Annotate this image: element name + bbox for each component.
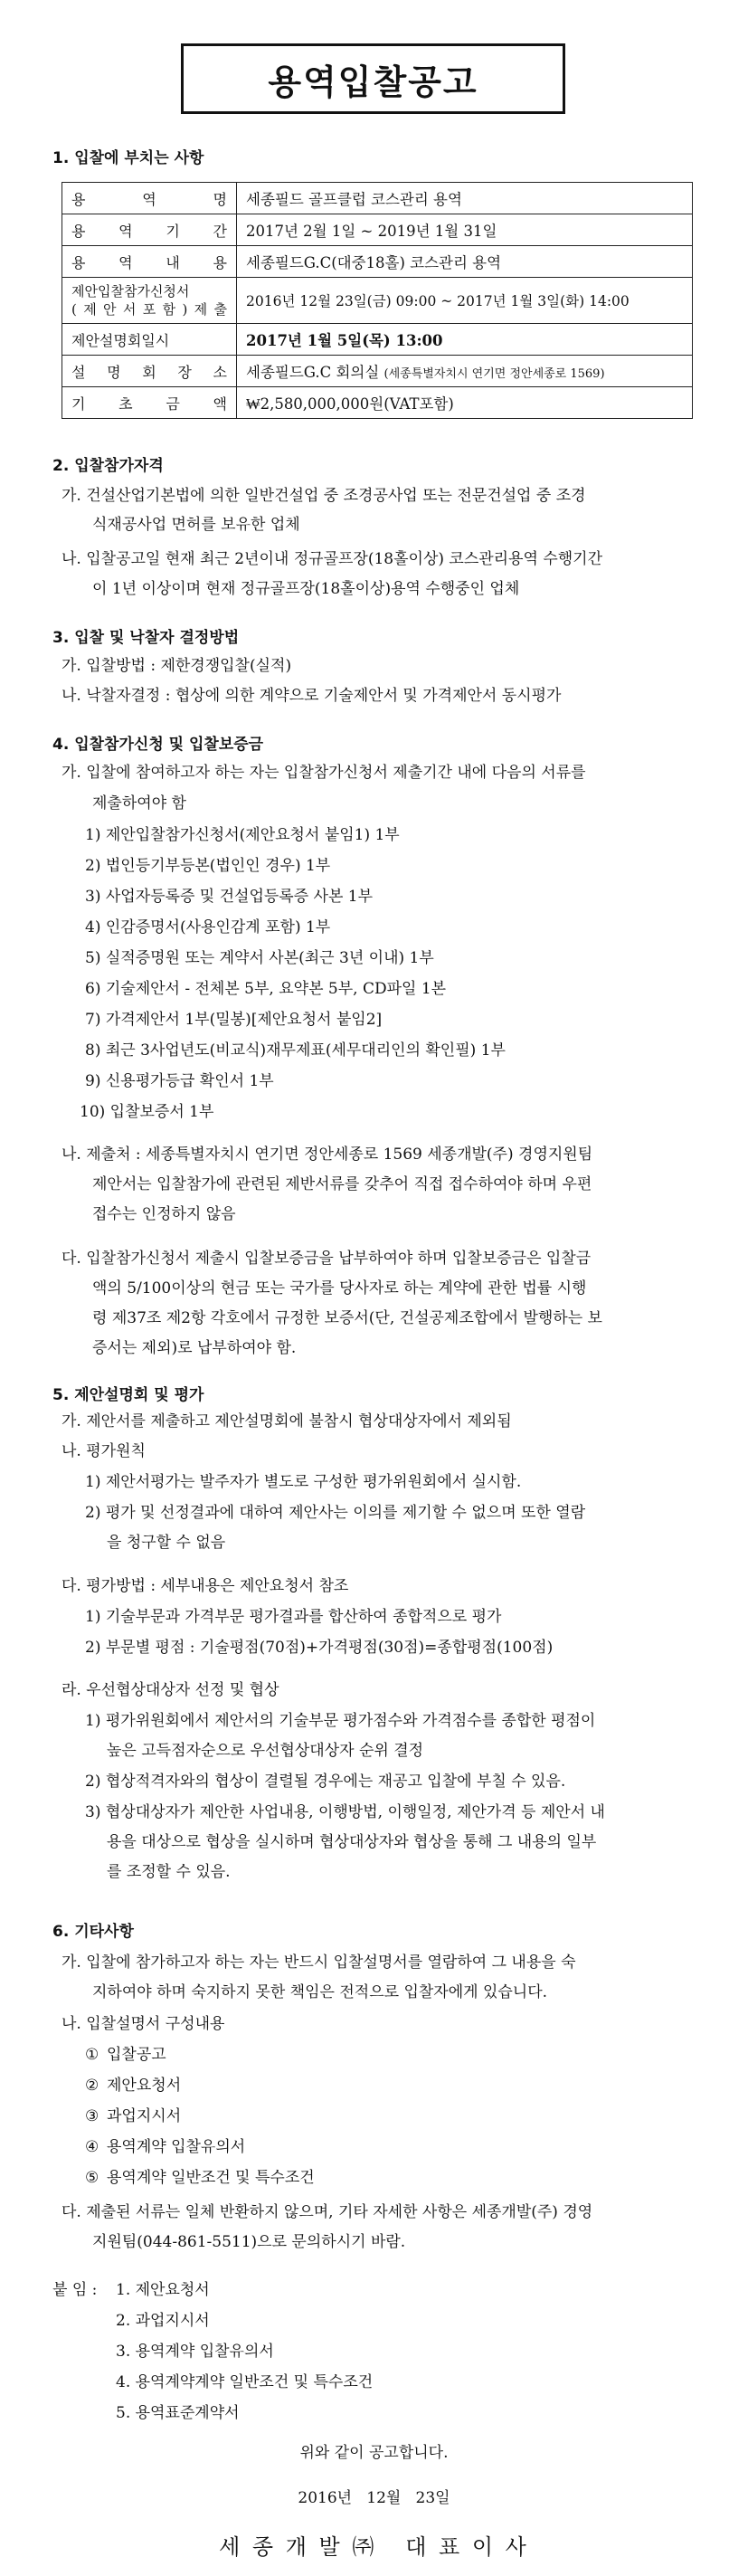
list-item: 용을 대상으로 협상을 실시하며 협상대상자와 협상을 통해 그 내용의 일부	[107, 1833, 597, 1851]
attachment-item: 2. 과업지시서	[116, 2312, 210, 2330]
list-item: 7) 가격제안서 1부(밀봉)[제안요청서 붙임2]	[85, 1011, 383, 1029]
table-row	[62, 278, 693, 324]
page-title: 용역입찰공고	[268, 62, 478, 102]
text-line: 다. 입찰참가신청서 제출시 입찰보증금을 납부하여야 하며 입찰보증금은 입찰금	[62, 1250, 592, 1268]
row-label: 제안설명회일시	[62, 324, 237, 356]
section-3-heading: 3. 입찰 및 낙찰자 결정방법	[52, 629, 240, 647]
text-line: 증서는 제외)로 납부하여야 함.	[92, 1339, 297, 1357]
text-line: 이 1년 이상이며 현재 정규골프장(18홀이상)용역 수행중인 업체	[92, 580, 520, 598]
table-row	[62, 324, 693, 356]
text-line: 제출하여야 함	[92, 794, 186, 813]
list-item: 3) 사업자등록증 및 건설업등록증 사본 1부	[85, 888, 374, 906]
text-line: 령 제37조 제2항 각호에서 규정한 보증서(단, 건설공제조합에서 발행하는 보	[92, 1309, 602, 1327]
list-item: 4) 인감증명서(사용인감계 포함) 1부	[85, 918, 331, 936]
item-number: ④	[85, 2138, 99, 2156]
list-item	[85, 2106, 181, 2126]
row-value	[237, 356, 693, 387]
text-line: 다. 평가방법 : 세부내용은 제안요청서 참조	[62, 1577, 349, 1595]
text-line: 가. 입찰에 참여하고자 하는 자는 입찰참가신청서 제출기간 내에 다음의 서류를	[62, 764, 586, 782]
text-line: 나. 제출처 : 세종특별자치시 연기면 정안세종로 1569 세종개발(주) 경영지원팀	[62, 1145, 593, 1164]
row-label-line: 제안입찰참가신청서	[71, 283, 190, 299]
section-2-heading: 2. 입찰참가자격	[52, 457, 164, 475]
attachment-item: 1. 제안요청서	[116, 2281, 210, 2299]
text-line: 제안서는 입찰참가에 관련된 제반서류를 갖추어 직접 접수하여야 하며 우편	[92, 1175, 592, 1193]
table-row	[62, 246, 693, 278]
item-text: 입찰공고	[107, 2046, 166, 2064]
bid-info-table	[62, 182, 693, 419]
section-6-heading: 6. 기타사항	[52, 1923, 134, 1941]
text-line: 나. 입찰설명서 구성내용	[62, 2015, 225, 2033]
closing-text: 위와 같이 공고합니다.	[299, 2444, 449, 2462]
text-line: 다. 제출된 서류는 일체 반환하지 않으며, 기타 자세한 사항은 세종개발(주) 경영	[62, 2203, 593, 2221]
text-line: 식재공사업 면허를 보유한 업체	[92, 516, 300, 534]
list-item: 1) 제안서평가는 발주자가 별도로 구성한 평가위원회에서 실시함.	[85, 1473, 522, 1491]
row-label-line: ( 제 안 서 포 함 ) 제 출	[71, 301, 227, 318]
list-item: 1) 기술부문과 가격부문 평가결과를 합산하여 종합적으로 평가	[85, 1608, 502, 1626]
item-text: 용역계약 일반조건 및 특수조건	[107, 2169, 315, 2187]
list-item	[85, 2076, 181, 2096]
list-item: 10) 입찰보증서 1부	[80, 1103, 214, 1121]
row-label: 설 명 회 장 소	[62, 356, 237, 387]
list-item	[85, 2168, 315, 2188]
attachment-item: 5. 용역표준계약서	[116, 2404, 240, 2422]
announcement-date: 2016년 12월 23일	[298, 2489, 450, 2507]
venue-name: 세종필드G.C 회의실	[246, 364, 380, 381]
list-item: 1) 제안입찰참가신청서(제안요청서 붙임1) 1부	[85, 826, 400, 844]
list-item: 8) 최근 3사업년도(비교식)재무제표(세무대리인의 확인필) 1부	[85, 1041, 506, 1060]
list-item	[85, 2045, 166, 2065]
text-line: 지원팀(044-861-5511)으로 문의하시기 바람.	[92, 2233, 406, 2251]
text-line: 가. 제안서를 제출하고 제안설명회에 불참시 협상대상자에서 제외됨	[62, 1412, 512, 1431]
attachments-label: 붙 임 :	[52, 2281, 98, 2299]
list-item: 9) 신용평가등급 확인서 1부	[85, 1072, 274, 1090]
text-line: 접수는 인정하지 않음	[92, 1205, 236, 1223]
text-line: 지하여야 하며 숙지하지 못한 책임은 전적으로 입찰자에게 있습니다.	[92, 1983, 548, 2001]
text-line: 액의 5/100이상의 현금 또는 국가를 당사자로 하는 계약에 관한 법률 시행	[92, 1279, 587, 1298]
attachment-item: 4. 용역계약계약 일반조건 및 특수조건	[116, 2373, 374, 2391]
table-row	[62, 183, 693, 214]
item-text: 제안요청서	[107, 2077, 182, 2095]
text-line: 나. 입찰공고일 현재 최근 2년이내 정규골프장(18홀이상) 코스관리용역 수행기간	[62, 550, 603, 568]
list-item: 6) 기술제안서 - 전체본 5부, 요약본 5부, CD파일 1본	[85, 980, 447, 998]
row-value: 세종필드 골프클럽 코스관리 용역	[237, 183, 693, 214]
item-number: ③	[85, 2107, 99, 2125]
row-label: 용 역 내 용	[62, 246, 237, 278]
list-item: 을 청구할 수 없음	[107, 1534, 226, 1552]
item-number: ⑤	[85, 2169, 99, 2187]
list-item: 를 조정할 수 있음.	[107, 1863, 231, 1881]
list-item: 2) 법인등기부등본(법인인 경우) 1부	[85, 857, 331, 875]
signature: 세 종 개 발 ㈜ 대 표 이 사	[219, 2534, 529, 2560]
list-item: 1) 평가위원회에서 제안서의 기술부문 평가점수와 가격점수를 종합한 평점이	[85, 1712, 596, 1730]
row-value: ₩2,580,000,000원(VAT포함)	[237, 387, 693, 419]
row-label: 용 역 기 간	[62, 214, 237, 246]
row-value: 세종필드G.C(대중18홀) 코스관리 용역	[237, 246, 693, 278]
section-4-heading: 4. 입찰참가신청 및 입찰보증금	[52, 736, 264, 754]
row-value: 2017년 1월 5일(목) 13:00	[237, 324, 693, 356]
item-text: 과업지시서	[107, 2107, 182, 2125]
text-line: 나. 낙찰자결정 : 협상에 의한 계약으로 기술제안서 및 가격제안서 동시평가	[62, 687, 562, 705]
list-item: 2) 평가 및 선정결과에 대하여 제안사는 이의를 제기할 수 없으며 또한 열람	[85, 1504, 586, 1522]
item-text: 용역계약 입찰유의서	[107, 2138, 246, 2156]
list-item: 2) 협상적격자와의 협상이 결렬될 경우에는 재공고 입찰에 부칠 수 있음.	[85, 1773, 566, 1791]
section-1-heading: 1. 입찰에 부치는 사항	[52, 149, 204, 167]
row-label: 용 역 명	[62, 183, 237, 214]
text-line: 가. 입찰에 참가하고자 하는 자는 반드시 입찰설명서를 열람하여 그 내용을 숙	[62, 1953, 576, 1972]
list-item: 5) 실적증명원 또는 계약서 사본(최근 3년 이내) 1부	[85, 949, 434, 967]
list-item: 높은 고득점자순으로 우선협상대상자 순위 결정	[107, 1742, 424, 1760]
text-line: 나. 평가원칙	[62, 1442, 146, 1460]
table-row	[62, 356, 693, 387]
text-line: 가. 건설산업기본법에 의한 일반건설업 중 조경공사업 또는 전문건설업 중 조경	[62, 487, 586, 505]
row-value: 2017년 2월 1일 ~ 2019년 1월 31일	[237, 214, 693, 246]
row-label	[62, 278, 237, 324]
row-label: 기 초 금 액	[62, 387, 237, 419]
table-row	[62, 387, 693, 419]
text-line: 라. 우선협상대상자 선정 및 협상	[62, 1681, 279, 1699]
item-number: ②	[85, 2077, 99, 2095]
venue-address: (세종특별자치시 연기면 정안세종로 1569)	[383, 367, 605, 381]
text-line: 가. 입찰방법 : 제한경쟁입찰(실적)	[62, 657, 292, 675]
list-item	[85, 2137, 245, 2157]
section-5-heading: 5. 제안설명회 및 평가	[52, 1386, 204, 1404]
list-item: 2) 부문별 평점 : 기술평점(70점)+가격평점(30점)=종합평점(100점)	[85, 1639, 554, 1657]
attachment-item: 3. 용역계약 입찰유의서	[116, 2343, 274, 2361]
item-number: ①	[85, 2046, 99, 2064]
row-value: 2016년 12월 23일(금) 09:00 ~ 2017년 1월 3일(화) 14:00	[237, 278, 693, 324]
title-box	[181, 43, 565, 114]
table-row	[62, 214, 693, 246]
list-item: 3) 협상대상자가 제안한 사업내용, 이행방법, 이행일정, 제안가격 등 제안서 내	[85, 1803, 605, 1821]
